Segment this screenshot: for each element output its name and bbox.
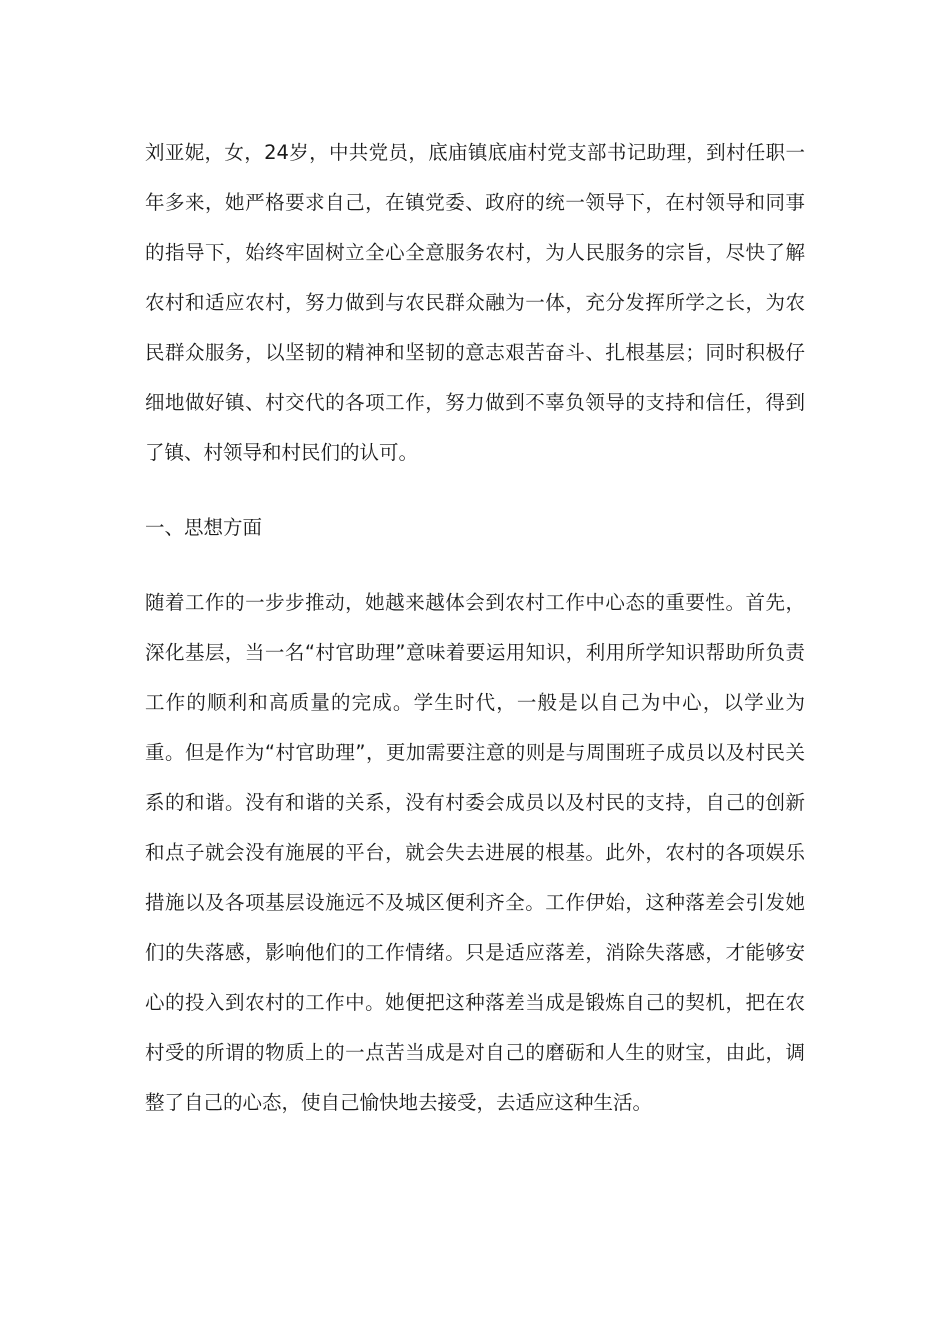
section-paragraph: 随着工作的一步步推动，她越来越体会到农村工作中心态的重要性。首先，深化基层，当一名“村官助理”意味着要运用知识，利用所学知识帮助所负责工作的顺利和高质量的完成。学生时代，一般是以自己为中心，以学业为重。但是作为“村官助理”，更加需要注意的则是与周围班子成员以及村民关系的和谐。没有和谐的关系，没有村委会成员以及村民的支持，自己的创新和点子就会没有施展的平台，就会失去进展的根基。此外，农村的各项娱乐措施以及各项基层设施远不及城区便利齐全。工作伊始，这种落差会引发她们的失落感，影响他们的工作情绪。只是适应落差，消除失落感，才能够安心的投入到农村的工作中。她便把这种落差当成是锻炼自己的契机，把在农村受的所谓的物质上的一点苦当成是对自己的磨砺和人生的财宝，由此，调整了自己的心态，使自己愉快地去接受，去适应这种生活。 [145, 591, 805, 1114]
document-body [145, 128, 805, 1128]
section-heading: 一、思想方面 [145, 516, 263, 539]
intro-paragraph: 刘亚妮，女，24岁，中共党员，底庙镇底庙村党支部书记助理，到村任职一年多来，她严格要求自己，在镇党委、政府的统一领导下，在村领导和同事的指导下，始终牢固树立全心全意服务农村，为人民服务的宗旨，尽快了解农村和适应农村，努力做到与农民群众融为一体，充分发挥所学之长，为农民群众服务，以坚韧的精神和坚韧的意志艰苦奋斗、扎根基层；同时积极仔细地做好镇、村交代的各项工作，努力做到不辜负领导的支持和信任，得到了镇、村领导和村民们的认可。 [145, 141, 805, 464]
paragraph-gap [145, 553, 805, 578]
paragraph-gap [145, 478, 805, 503]
